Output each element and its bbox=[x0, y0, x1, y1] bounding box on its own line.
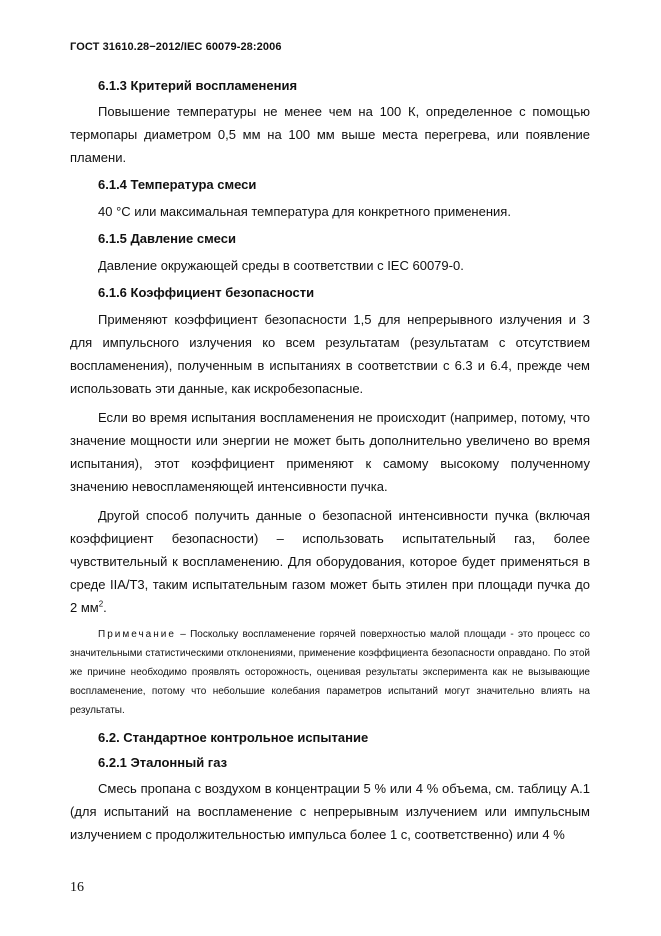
paragraph-6-1-5: Давление окружающей среды в соответствии с IEC 60079-0. bbox=[98, 258, 464, 273]
document-header: ГОСТ 31610.28−2012/IEC 60079-28:2006 bbox=[70, 41, 282, 53]
paragraph-6-1-6-c-end: . bbox=[103, 600, 107, 615]
heading-6-1-6: 6.1.6 Коэффициент безопасности bbox=[98, 285, 315, 300]
document-body bbox=[70, 76, 590, 846]
paragraph-6-2-1: Смесь пропана с воздухом в концентрации 5 % или 4 % объема, см. таблицу А.1 (для испытаний на воспламенение с непрерывным излучением или импульсным излучением с продолжительностью импульса более 1 с, соответственно) или 4 % bbox=[70, 781, 590, 842]
paragraph-6-1-6-c-text: Другой способ получить данные о безопасной интенсивности пучка (включая коэффициент безопасности) – использовать испытательный газ, более чувствительный к воспламенению. Для оборудования, которое будет применяться в среде IIA/T3, таким испытательным газом может быть этилен при площади пучка до 2 мм bbox=[70, 508, 590, 615]
paragraph-6-1-6-b: Если во время испытания воспламенения не происходит (например, потому, что значение мощности или энергии не может быть дополнительно увеличено во время испытания), этот коэффициент применяют к самому высокому полученному значению невоспламеняющей интенсивности пучка. bbox=[70, 410, 590, 494]
paragraph-6-1-3: Повышение температуры не менее чем на 100 К, определенное с помощью термопары диаметром 0,5 мм на 100 мм выше места перегрева, или появление пламени. bbox=[70, 104, 590, 165]
heading-6-1-3: 6.1.3 Критерий воспламенения bbox=[98, 78, 298, 93]
heading-6-1-5: 6.1.5 Давление смеси bbox=[98, 231, 236, 246]
page-number: 16 bbox=[70, 880, 84, 895]
paragraph-6-1-4: 40 °С или максимальная температура для конкретного применения. bbox=[98, 204, 511, 219]
heading-6-2: 6.2. Стандартное контрольное испытание bbox=[98, 730, 369, 745]
paragraph-6-1-6-c bbox=[70, 504, 590, 619]
superscript-2: 2 bbox=[98, 599, 104, 609]
heading-6-1-4: 6.1.4 Температура смеси bbox=[98, 177, 257, 192]
note-label: Примечание bbox=[98, 629, 176, 640]
heading-6-2-1: 6.2.1 Эталонный газ bbox=[98, 755, 228, 770]
paragraph-6-1-6-a: Применяют коэффициент безопасности 1,5 для непрерывного излучения и 3 для импульсного излучения ко всем результатам (результатам с отсутствием воспламенения), полученным в испытаниях в соответствии с 6.3 и 6.4, прежде чем использовать эти данные, как искробезопасные. bbox=[70, 312, 590, 396]
note-text: – Поскольку воспламенение горячей поверхностью малой площади - это процесс со значительными статистическими отклонениями, применение коэффициента безопасности оправдано. По этой же причине необходимо проявлять осторожность, оценивая результаты эксперимента как не вызывающие воспламенение, потому что небольшие колебания параметров испытаний могут значительно влиять на результаты. bbox=[70, 629, 590, 716]
note bbox=[70, 625, 590, 720]
